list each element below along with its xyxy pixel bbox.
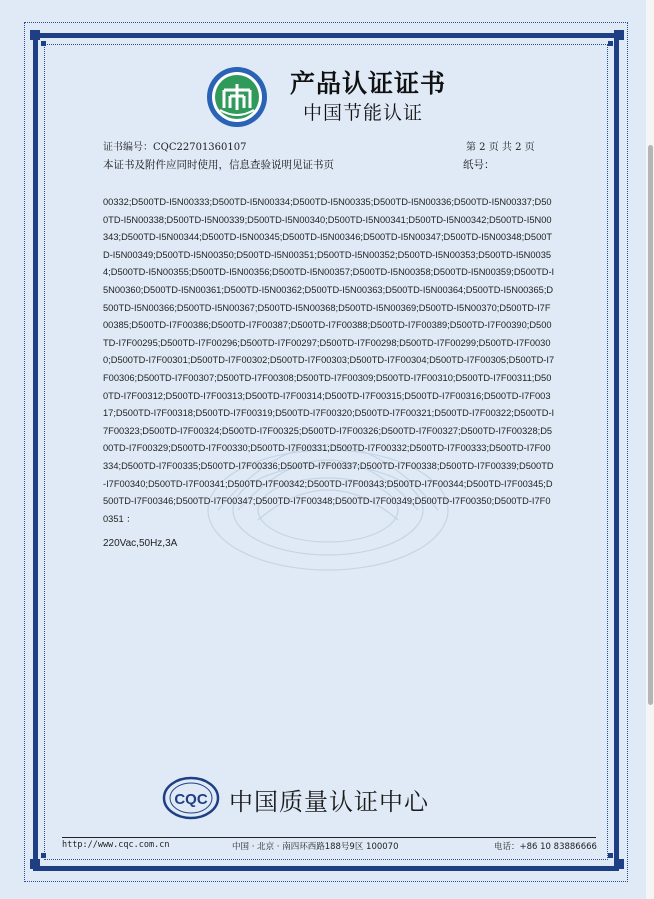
page-info: 第 2 页 共 2 页 bbox=[466, 142, 535, 153]
electrical-rating: 220Vac,50Hz,3A bbox=[103, 538, 178, 549]
paper-number-label: 纸号： bbox=[463, 159, 495, 171]
corner-ornament-top-right bbox=[608, 30, 624, 46]
corner-ornament-bottom-left bbox=[30, 853, 46, 869]
vertical-scrollbar[interactable] bbox=[646, 0, 654, 899]
energy-conservation-logo bbox=[206, 66, 268, 128]
svg-text:CQC: CQC bbox=[174, 791, 208, 808]
model-list: 00332;D500TD-I5N00333;D500TD-I5N00334;D500TD-I5N00335;D500TD-I5N00336;D500TD-I5N00337;D500TD-I5N00338;D500TD-I5N00339;D500TD-I5N00340;D500TD-I5N00341;D500TD-I5N00342;D500TD-I5N00343;D500TD-I5N00344;D500TD-I5N00345;D500TD-I5N00346;D500TD-I5N00347;D500TD-I5N00348;D500TD-I5N00349;D500TD-I5N00350;D500TD-I5N00351;D500TD-I5N00352;D500TD-I5N00353;D500TD-I5N00354;D500TD-I5N00355;D500TD-I5N00356;D500TD-I5N00357;D500TD-I5N00358;D500TD-I5N00359;D500TD-I5N00360;D500TD-I5N00361;D500TD-I5N00362;D500TD-I5N00363;D500TD-I5N00364;D500TD-I5N00365;D500TD-I5N00366;D500TD-I5N00367;D500TD-I5N00368;D500TD-I5N00369;D500TD-I5N00370;D500TD-I7F00385;D500TD-I7F00386;D500TD-I7F00387;D500TD-I7F00388;D500TD-I7F00389;D500TD-I7F00390;D500TD-I7F00295;D500TD-I7F00296;D500TD-I7F00297;D500TD-I7F00298;D500TD-I7F00299;D500TD-I7F00300;D500TD-I7F00301;D500TD-I7F00302;D500TD-I7F00303;D500TD-I7F00304;D500TD-I7F00305;D500TD-I7F00306;D500TD-I7F00307;D500TD-I7F00308;D500TD-I7F00309;D500TD-I7F00310;D500TD-I7F00311;D500TD-I7F00312;D500TD-I7F00313;D500TD-I7F00314;D500TD-I7F00315;D500TD-I7F00316;D500TD-I7F00317;D500TD-I7F00318;D500TD-I7F00319;D500TD-I7F00320;D500TD-I7F00321;D500TD-I7F00322;D500TD-I7F00323;D500TD-I7F00324;D500TD-I7F00325;D500TD-I7F00326;D500TD-I7F00327;D500TD-I7F00328;D500TD-I7F00329;D500TD-I7F00330;D500TD-I7F00331;D500TD-I7F00332;D500TD-I7F00333;D500TD-I7F00334;D500TD-I7F00335;D500TD-I7F00336;D500TD-I7F00337;D500TD-I7F00338;D500TD-I7F00339;D500TD-I7F00340;D500TD-I7F00341;D500TD-I7F00342;D500TD-I7F00343;D500TD-I7F00344;D500TD-I7F00345;D500TD-I7F00346;D500TD-I7F00347;D500TD-I7F00348;D500TD-I7F00349;D500TD-I7F00350;D500TD-I7F00351 ： bbox=[103, 197, 555, 524]
certificate-subtitle: 中国节能认证 bbox=[303, 102, 424, 124]
corner-ornament-bottom-right bbox=[608, 853, 624, 869]
issuer-name: 中国质量认证中心 bbox=[229, 788, 429, 816]
certificate-number: 证书编号：CQC22701360107 bbox=[103, 142, 247, 153]
footer-divider bbox=[62, 837, 596, 838]
certificate-title: 产品认证证书 bbox=[290, 69, 447, 98]
footer-url-link[interactable]: http://www.cqc.com.cn bbox=[62, 840, 170, 850]
corner-ornament-top-left bbox=[30, 30, 46, 46]
usage-notice: 本证书及附件应同时使用，信息查验说明见证书页 bbox=[103, 159, 334, 171]
footer-address: 中国 · 北京 · 南四环西路188号9区 100070 bbox=[232, 842, 399, 852]
scrollbar-thumb[interactable] bbox=[648, 145, 653, 705]
footer-telephone: 电话：+86 10 83886666 bbox=[494, 842, 597, 852]
cqc-logo-icon bbox=[162, 776, 220, 820]
